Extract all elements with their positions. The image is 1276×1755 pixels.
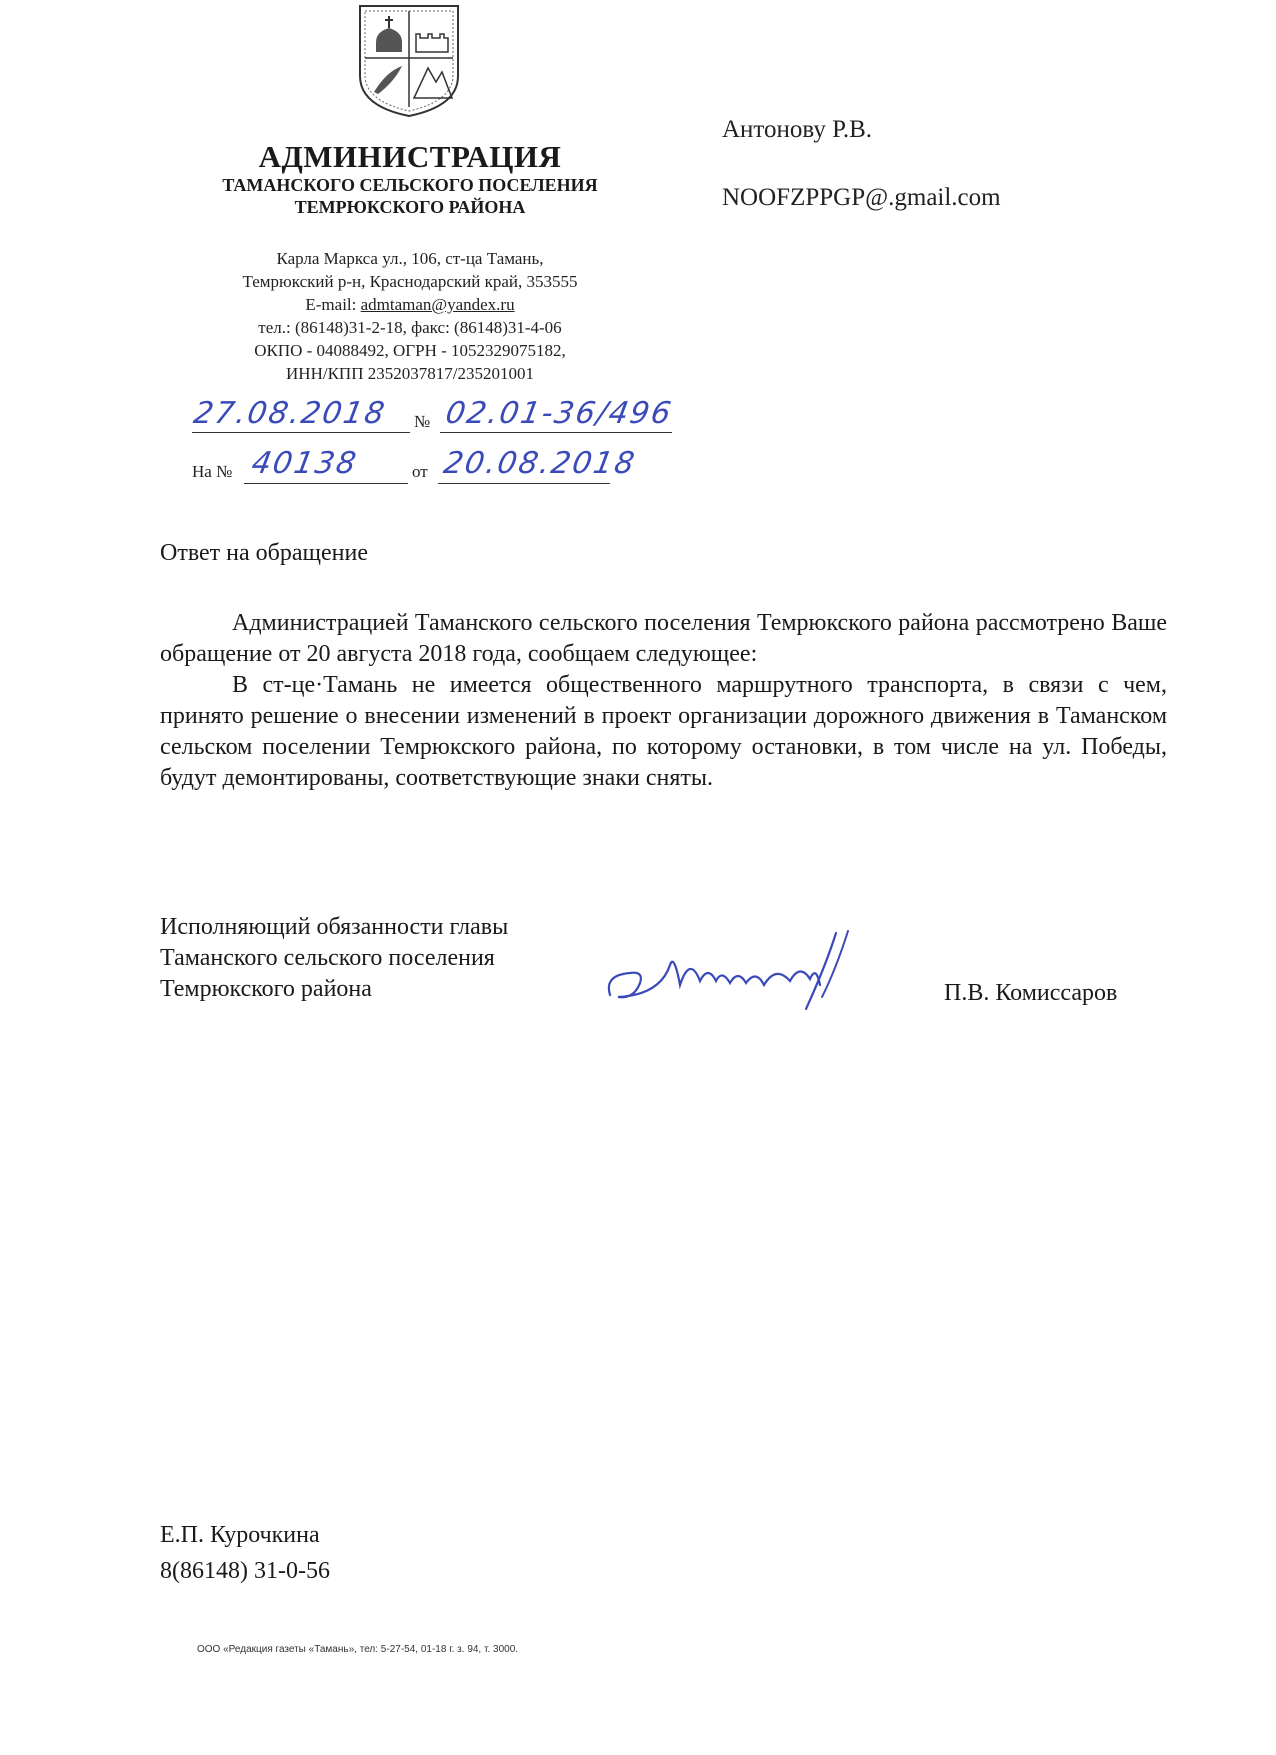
reply-number-underline	[244, 483, 408, 484]
tax-codes: ИНН/КПП 2352037817/235201001	[286, 364, 534, 383]
address-line: Карла Маркса ул., 106, ст-ца Тамань,	[276, 249, 544, 268]
email-label: E-mail:	[305, 295, 357, 314]
reply-label: На №	[192, 462, 233, 481]
recipient-email: NOOFZPPGP@.gmail.com	[722, 184, 1001, 211]
signatory-title-line: Исполняющий обязанности главы	[160, 914, 509, 940]
organization-title: АДМИНИСТРАЦИЯ	[258, 139, 562, 174]
executor-block	[160, 1517, 330, 1589]
address-line: Темрюкский р-н, Краснодарский край, 353555	[242, 272, 578, 291]
organization-subtitle-line1: ТАМАНСКОГО СЕЛЬСКОГО ПОСЕЛЕНИЯ	[222, 175, 598, 195]
recipient-name: Антонову Р.В.	[722, 116, 873, 143]
number-underline	[440, 432, 672, 433]
executor-phone: 8(86148) 31-0-56	[160, 1558, 330, 1584]
reply-number: 40138	[248, 446, 361, 481]
email-line	[160, 293, 660, 316]
organization-contacts	[160, 247, 660, 385]
number-label: №	[414, 412, 431, 431]
reply-date: 20.08.2018	[440, 446, 639, 481]
recipient-block	[722, 96, 1001, 232]
executor-name: Е.П. Курочкина	[160, 1522, 320, 1548]
letter-body	[160, 608, 1167, 794]
reply-date-underline	[438, 483, 610, 484]
phone-line: тел.: (86148)31-2-18, факс: (86148)31-4-06	[258, 318, 562, 337]
organization-subtitle-line2: ТЕМРЮКСКОГО РАЙОНА	[294, 197, 526, 217]
coat-of-arms-emblem	[356, 2, 462, 120]
email-link[interactable]: admtaman@yandex.ru	[360, 295, 515, 314]
printer-footer: ООО «Редакция газеты «Тамань», тел: 5-27-54, 01-18 г. з. 94, т. 3000.	[197, 1644, 519, 1655]
handwritten-signature	[600, 925, 900, 1015]
signatory-name: П.В. Комиссаров	[944, 980, 1118, 1006]
outgoing-date: 27.08.2018	[190, 396, 389, 431]
registration-codes: ОКПО - 04088492, ОГРН - 1052329075182,	[254, 341, 566, 360]
signatory-title-line: Таманского сельского поселения	[160, 945, 495, 971]
letter-subject: Ответ на обращение	[160, 540, 368, 566]
outgoing-number: 02.01-36/496	[442, 396, 676, 431]
signatory-title-line: Темрюкского района	[160, 976, 372, 1002]
organization-header	[160, 140, 660, 218]
date-underline	[192, 432, 410, 433]
signatory-title	[160, 912, 508, 1005]
from-label: от	[412, 462, 428, 481]
body-paragraph: В ст-це·Тамань не имеется общественного маршрутного транспорта, в связи с чем, принято решение о внесении изменений в проект организации дорожного движения в Таманском сельском поселении Темрюкского района, по которому остановки, в том числе на ул. Победы, будут демонтированы, соответствующие знаки сняты.	[160, 672, 1167, 791]
body-paragraph: Администрацией Таманского сельского поселения Темрюкского района рассмотрено Ваше обращение от 20 августа 2018 года, сообщаем следующее:	[160, 610, 1167, 667]
